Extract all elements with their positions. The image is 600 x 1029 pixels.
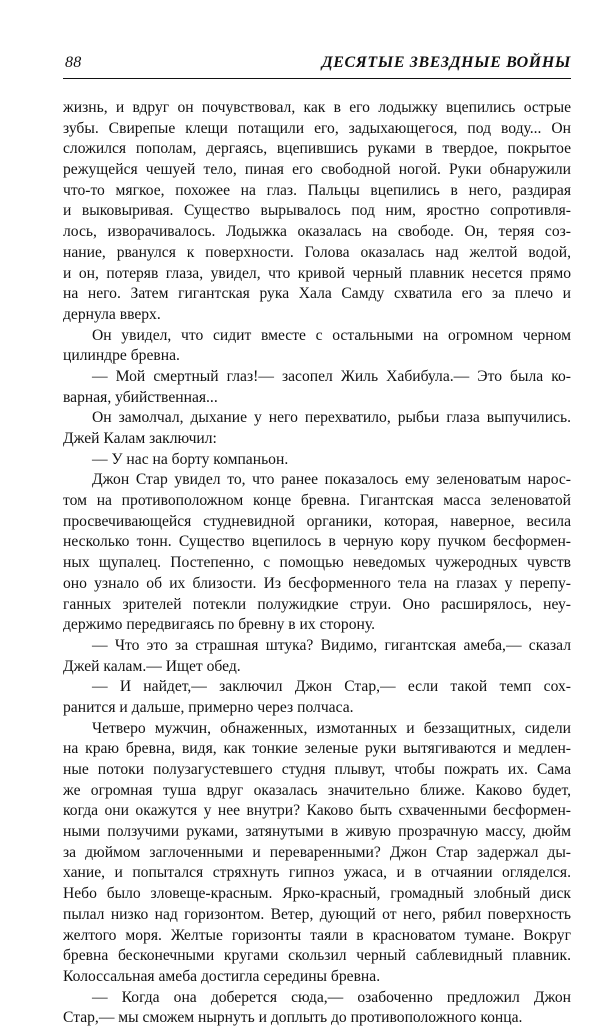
paragraph: [63, 326, 571, 367]
paragraph: [63, 988, 571, 1029]
text-line: и выковыривая. Существо вырывалось под ним, яростно сопротивля-: [63, 202, 571, 220]
paragraph: [63, 677, 571, 718]
text-line: Джей калам.— Ищет обед.: [63, 657, 241, 675]
text-line: что-то мягкое, похожее на глаз. Пальцы вцепились в него, раздирая: [63, 181, 571, 199]
text-line: Джон Стар увидел то, что ранее показалось ему зеленоватым нарос-: [92, 471, 571, 489]
text-line: Стар,— мы сможем нырнуть и доплыть до противоположного конца.: [63, 1009, 523, 1027]
text-line: хание, и попытался стряхнуть гипноз ужаса, и в отчаянии огляделся.: [63, 864, 571, 882]
text-line: ными ползучими руками, затянутыми в живую прозрачную массу, дюйм: [63, 823, 571, 841]
text-line: несколько тонн. Существо вцепилось в черную кору пучком бесформен-: [63, 533, 571, 551]
header-rule: [63, 78, 571, 79]
text-line: Четверо мужчин, обнаженных, измотанных и беззащитных, сидели: [92, 719, 571, 737]
text-line: ранится и дальше, примерно через полчаса.: [63, 698, 354, 716]
text-line: — И найдет,— заключил Джон Стар,— если такой темп сох-: [92, 678, 571, 696]
text-line: — Что это за страшная штука? Видимо, гигантская амеба,— сказал: [92, 636, 571, 654]
text-line: том на противоположном конце бревна. Гигантская масса зеленоватой: [63, 492, 571, 510]
text-line: цилиндре бревна.: [63, 347, 180, 365]
text-line: Он увидел, что сидит вместе с остальными на огромном черном: [92, 326, 571, 344]
text-line: ные потоки полузагустевшего студня плывут, чтобы пожрать их. Сама: [63, 761, 571, 778]
text-line: ганных зрителей потекли полужидкие струи. Оно расширялось, неу-: [63, 595, 571, 613]
text-line: же огромная туша вдруг оказалась значительно ближе. Каково будет,: [63, 781, 571, 799]
page-number: 88: [65, 54, 82, 71]
text-line: когда они окажутся у нее внутри? Каково быть схваченными бесформен-: [63, 802, 571, 820]
text-line: просвечивающейся студневидной органики, которая, наверное, весила: [63, 512, 571, 530]
text-line: на краю бревна, видя, как тонкие зеленые руки вытягиваются и медлен-: [63, 740, 571, 758]
text-line: держимо передвигаясь по бревну в их сторону.: [63, 616, 375, 634]
running-head: [63, 53, 571, 75]
text-line: на него. Затем гигантская рука Хала Самду схватила его за плечо и: [63, 285, 571, 303]
paragraph: [63, 636, 571, 677]
paragraph: [63, 719, 571, 988]
text-line: жизнь, и вдруг он почувствовал, как в его лодыжку вцепились острые: [63, 99, 571, 116]
text-line: Колоссальная амеба достигла середины бревна.: [63, 967, 381, 985]
paragraph: [63, 367, 571, 408]
text-line: — У нас на борту компаньон.: [92, 450, 289, 468]
book-title: ДЕСЯТЫЕ ЗВЕЗДНЫЕ ВОЙНЫ: [321, 54, 571, 71]
text-line: нание, рванулся к поверхности. Голова оказалась над желтой водой,: [63, 243, 571, 261]
body-text: [63, 98, 571, 1029]
text-line: — Когда она доберется сюда,— озабоченно предложил Джон: [92, 988, 571, 1006]
paragraph: [63, 408, 571, 449]
text-line: лось, изворачивалось. Лодыжка оказалась на свободе. Он, теряя соз-: [63, 223, 571, 241]
text-line: бревна бесконечными кругами скользил черный саблевидный плавник.: [63, 947, 571, 965]
text-line: Джей Калам заключил:: [63, 430, 217, 447]
text-line: желтого моря. Желтые горизонты таяли в красноватом тумане. Вокруг: [63, 926, 571, 944]
text-line: — Мой смертный глаз!— засопел Жиль Хабибула.— Это была ко-: [92, 367, 571, 385]
paragraph: [63, 450, 571, 471]
text-line: зубы. Свирепые клещи потащили его, задыхающегося, под воду... Он: [63, 119, 571, 137]
paragraph: [63, 98, 571, 326]
text-line: варная, убийственная...: [63, 388, 218, 406]
text-line: режущейся чешуей тело, пиная его свободной ногой. Руки обнаружили: [63, 161, 571, 179]
text-line: и он, потеряв глаза, увидел, что кривой черный плавник несется прямо: [63, 264, 571, 282]
paragraph: [63, 470, 571, 636]
text-line: за дюймом заглоченными и переваренными? Джон Стар задержал ды-: [63, 843, 571, 861]
text-line: Он замолчал, дыхание у него перехватило, рыбьи глаза выпучились.: [92, 409, 571, 427]
text-line: оно узнало об их близости. Из бесформенного тела на глазах у перепу-: [63, 574, 571, 592]
text-line: дернула вверх.: [63, 305, 161, 323]
text-line: ных щупалец. Постепенно, с помощью неведомых чужеродных чувств: [63, 554, 571, 572]
text-line: сложился пополам, дергаясь, вцепившись руками в твердое, покрытое: [63, 140, 571, 158]
text-line: пылал низко над горизонтом. Ветер, дующий от него, рябил поверхность: [63, 905, 571, 923]
text-line: Небо было зловеще-красным. Ярко-красный, громадный злобный диск: [63, 885, 571, 903]
